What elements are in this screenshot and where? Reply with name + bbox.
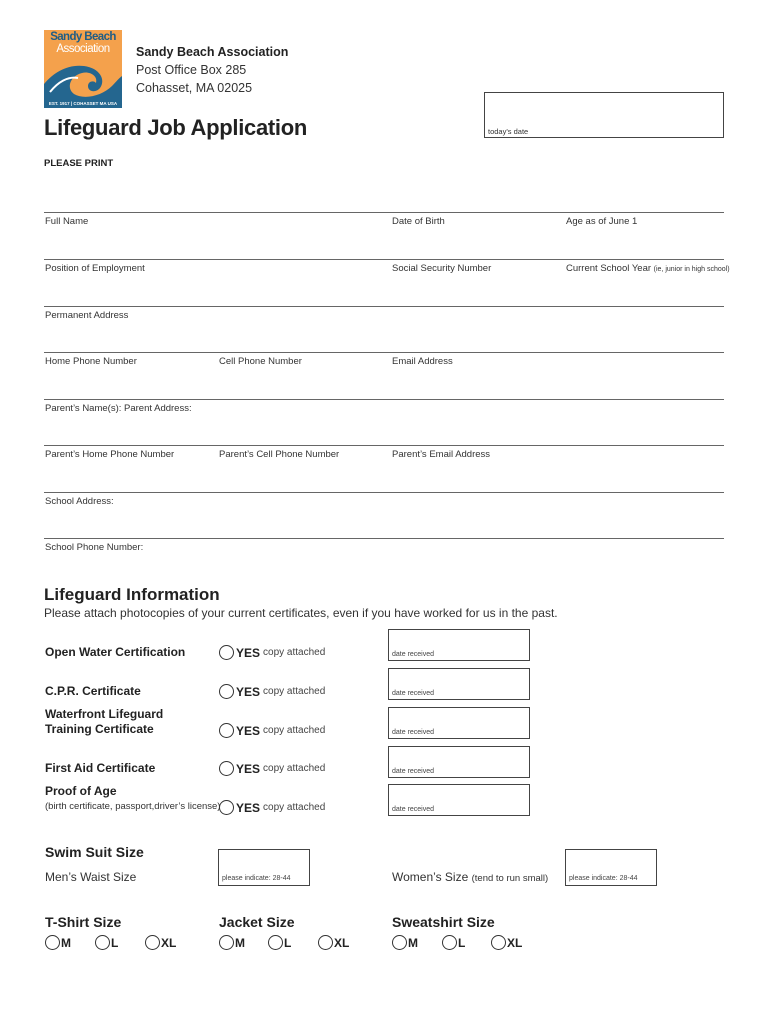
option-label: XL xyxy=(507,935,523,950)
radio-icon[interactable] xyxy=(318,935,333,950)
date-received-waterfront[interactable] xyxy=(388,707,530,739)
date-received-label: date received xyxy=(392,690,435,697)
school-year-hint: (ie, junior in high school) xyxy=(653,266,730,273)
parent-names-line[interactable] xyxy=(44,399,724,400)
mens-size-field[interactable] xyxy=(218,849,310,886)
cert-yes-first-aid[interactable] xyxy=(219,761,325,776)
tshirt-option-xl[interactable] xyxy=(145,935,176,950)
sweatshirt-option-l[interactable] xyxy=(442,935,465,950)
permanent-address-line[interactable] xyxy=(44,306,724,307)
radio-icon[interactable] xyxy=(145,935,160,950)
address-line-2: Cohasset, MA 02025 xyxy=(136,81,253,95)
position-label: Position of Employment xyxy=(45,263,145,274)
mens-size-hint: please indicate: 28-44 xyxy=(222,875,291,882)
womens-size-text: Women’s Size xyxy=(392,870,469,884)
cert-label-proof-of-age-title: Proof of Age xyxy=(45,784,117,798)
yes-label: YES xyxy=(236,800,261,815)
mens-waist-label: Men’s Waist Size xyxy=(45,870,137,884)
address-line-1: Post Office Box 285 xyxy=(136,63,247,77)
logo-text-line2: Association xyxy=(56,43,110,55)
copy-attached-label: copy attached xyxy=(263,725,326,736)
option-label: L xyxy=(284,935,292,950)
yes-label: YES xyxy=(236,684,261,699)
email-label: Email Address xyxy=(392,356,453,367)
womens-size-label xyxy=(392,870,548,884)
position-line[interactable] xyxy=(44,259,724,260)
full-name-line[interactable] xyxy=(44,212,724,213)
cert-label-waterfront xyxy=(45,707,163,737)
date-of-birth-label: Date of Birth xyxy=(392,216,445,227)
cert-yes-cpr[interactable] xyxy=(219,684,325,699)
radio-icon[interactable] xyxy=(219,935,234,950)
tshirt-size-title: T-Shirt Size xyxy=(45,914,122,930)
organization-name: Sandy Beach Association xyxy=(136,45,289,59)
radio-icon[interactable] xyxy=(45,935,60,950)
cert-label-waterfront-line1: Waterfront Lifeguard xyxy=(45,707,164,721)
option-label: M xyxy=(235,935,245,950)
copy-attached-label: copy attached xyxy=(263,802,326,813)
school-address-line[interactable] xyxy=(44,492,724,493)
logo-band: EST. 1917 | COHASSET MA USA xyxy=(44,99,122,108)
sweatshirt-size-title: Sweatshirt Size xyxy=(392,914,495,930)
radio-icon[interactable] xyxy=(219,645,234,660)
copy-attached-label: copy attached xyxy=(263,686,326,697)
swim-suit-title: Swim Suit Size xyxy=(45,844,144,860)
phone-line[interactable] xyxy=(44,352,724,353)
permanent-address-label: Permanent Address xyxy=(45,310,129,321)
date-received-proof-of-age[interactable] xyxy=(388,784,530,816)
age-label: Age as of June 1 xyxy=(566,216,638,227)
school-address-label: School Address: xyxy=(45,496,114,507)
yes-label: YES xyxy=(236,761,261,776)
lifeguard-info-title: Lifeguard Information xyxy=(44,585,220,604)
parent-phone-line[interactable] xyxy=(44,445,724,446)
date-received-first-aid[interactable] xyxy=(388,746,530,778)
jacket-option-xl[interactable] xyxy=(318,935,349,950)
womens-size-hint: please indicate: 28-44 xyxy=(569,875,638,882)
option-label: XL xyxy=(334,935,350,950)
yes-label: YES xyxy=(236,645,261,660)
womens-size-note: (tend to run small) xyxy=(471,873,549,884)
lifeguard-info-subtitle: Please attach photocopies of your current certificates, even if you have worked for us in the past. xyxy=(44,606,558,620)
date-received-label: date received xyxy=(392,729,435,736)
yes-label: YES xyxy=(236,723,261,738)
parent-email-label: Parent’s Email Address xyxy=(392,449,491,460)
full-name-label: Full Name xyxy=(45,216,89,227)
date-received-cpr[interactable] xyxy=(388,668,530,700)
jacket-option-m[interactable] xyxy=(219,935,245,950)
please-print-note: PLEASE PRINT xyxy=(44,158,114,169)
school-year-text: Current School Year xyxy=(566,263,652,274)
radio-icon[interactable] xyxy=(219,761,234,776)
cert-label-first-aid: First Aid Certificate xyxy=(45,761,156,775)
page-title: Lifeguard Job Application xyxy=(44,115,308,140)
option-label: XL xyxy=(161,935,177,950)
sandy-beach-logo xyxy=(44,30,122,108)
date-received-label: date received xyxy=(392,651,435,658)
radio-icon[interactable] xyxy=(491,935,506,950)
cell-phone-label: Cell Phone Number xyxy=(219,356,302,367)
school-phone-label: School Phone Number: xyxy=(45,542,144,553)
cert-label-open-water: Open Water Certification xyxy=(45,645,186,659)
cert-yes-open-water[interactable] xyxy=(219,645,325,660)
todays-date-field[interactable] xyxy=(484,92,724,138)
option-label: M xyxy=(408,935,418,950)
parent-cell-phone-label: Parent’s Cell Phone Number xyxy=(219,449,340,460)
option-label: M xyxy=(61,935,71,950)
school-phone-line[interactable] xyxy=(44,538,724,539)
cert-label-cpr: C.P.R. Certificate xyxy=(45,684,141,698)
radio-icon[interactable] xyxy=(219,800,234,815)
tshirt-option-m[interactable] xyxy=(45,935,71,950)
option-label: L xyxy=(458,935,466,950)
home-phone-label: Home Phone Number xyxy=(45,356,137,367)
parent-home-phone-label: Parent’s Home Phone Number xyxy=(45,449,175,460)
todays-date-label: today's date xyxy=(488,127,529,136)
radio-icon[interactable] xyxy=(219,684,234,699)
ssn-label: Social Security Number xyxy=(392,263,492,274)
womens-size-field[interactable] xyxy=(565,849,657,886)
cert-yes-proof-of-age[interactable] xyxy=(219,800,325,815)
option-label: L xyxy=(111,935,119,950)
jacket-size-title: Jacket Size xyxy=(219,914,295,930)
date-received-label: date received xyxy=(392,768,435,775)
date-received-open-water[interactable] xyxy=(388,629,530,661)
radio-icon[interactable] xyxy=(392,935,407,950)
cert-label-proof-of-age-sub: (birth certificate, passport,driver’s license) xyxy=(45,801,221,812)
cert-label-waterfront-line2: Training Certificate xyxy=(45,722,154,736)
jacket-option-l[interactable] xyxy=(268,935,291,950)
wave-icon xyxy=(44,58,122,100)
radio-icon[interactable] xyxy=(219,723,234,738)
cert-yes-waterfront[interactable] xyxy=(219,723,325,738)
tshirt-option-l[interactable] xyxy=(95,935,118,950)
copy-attached-label: copy attached xyxy=(263,647,326,658)
radio-icon[interactable] xyxy=(442,935,457,950)
logo-text-line1: Sandy Beach xyxy=(50,31,116,43)
cert-label-proof-of-age xyxy=(45,784,220,814)
date-received-label: date received xyxy=(392,806,435,813)
parent-names-label: Parent’s Name(s): Parent Address: xyxy=(45,403,192,414)
radio-icon[interactable] xyxy=(268,935,283,950)
radio-icon[interactable] xyxy=(95,935,110,950)
sweatshirt-option-xl[interactable] xyxy=(491,935,522,950)
sweatshirt-option-m[interactable] xyxy=(392,935,418,950)
school-year-label xyxy=(566,263,730,274)
copy-attached-label: copy attached xyxy=(263,763,326,774)
